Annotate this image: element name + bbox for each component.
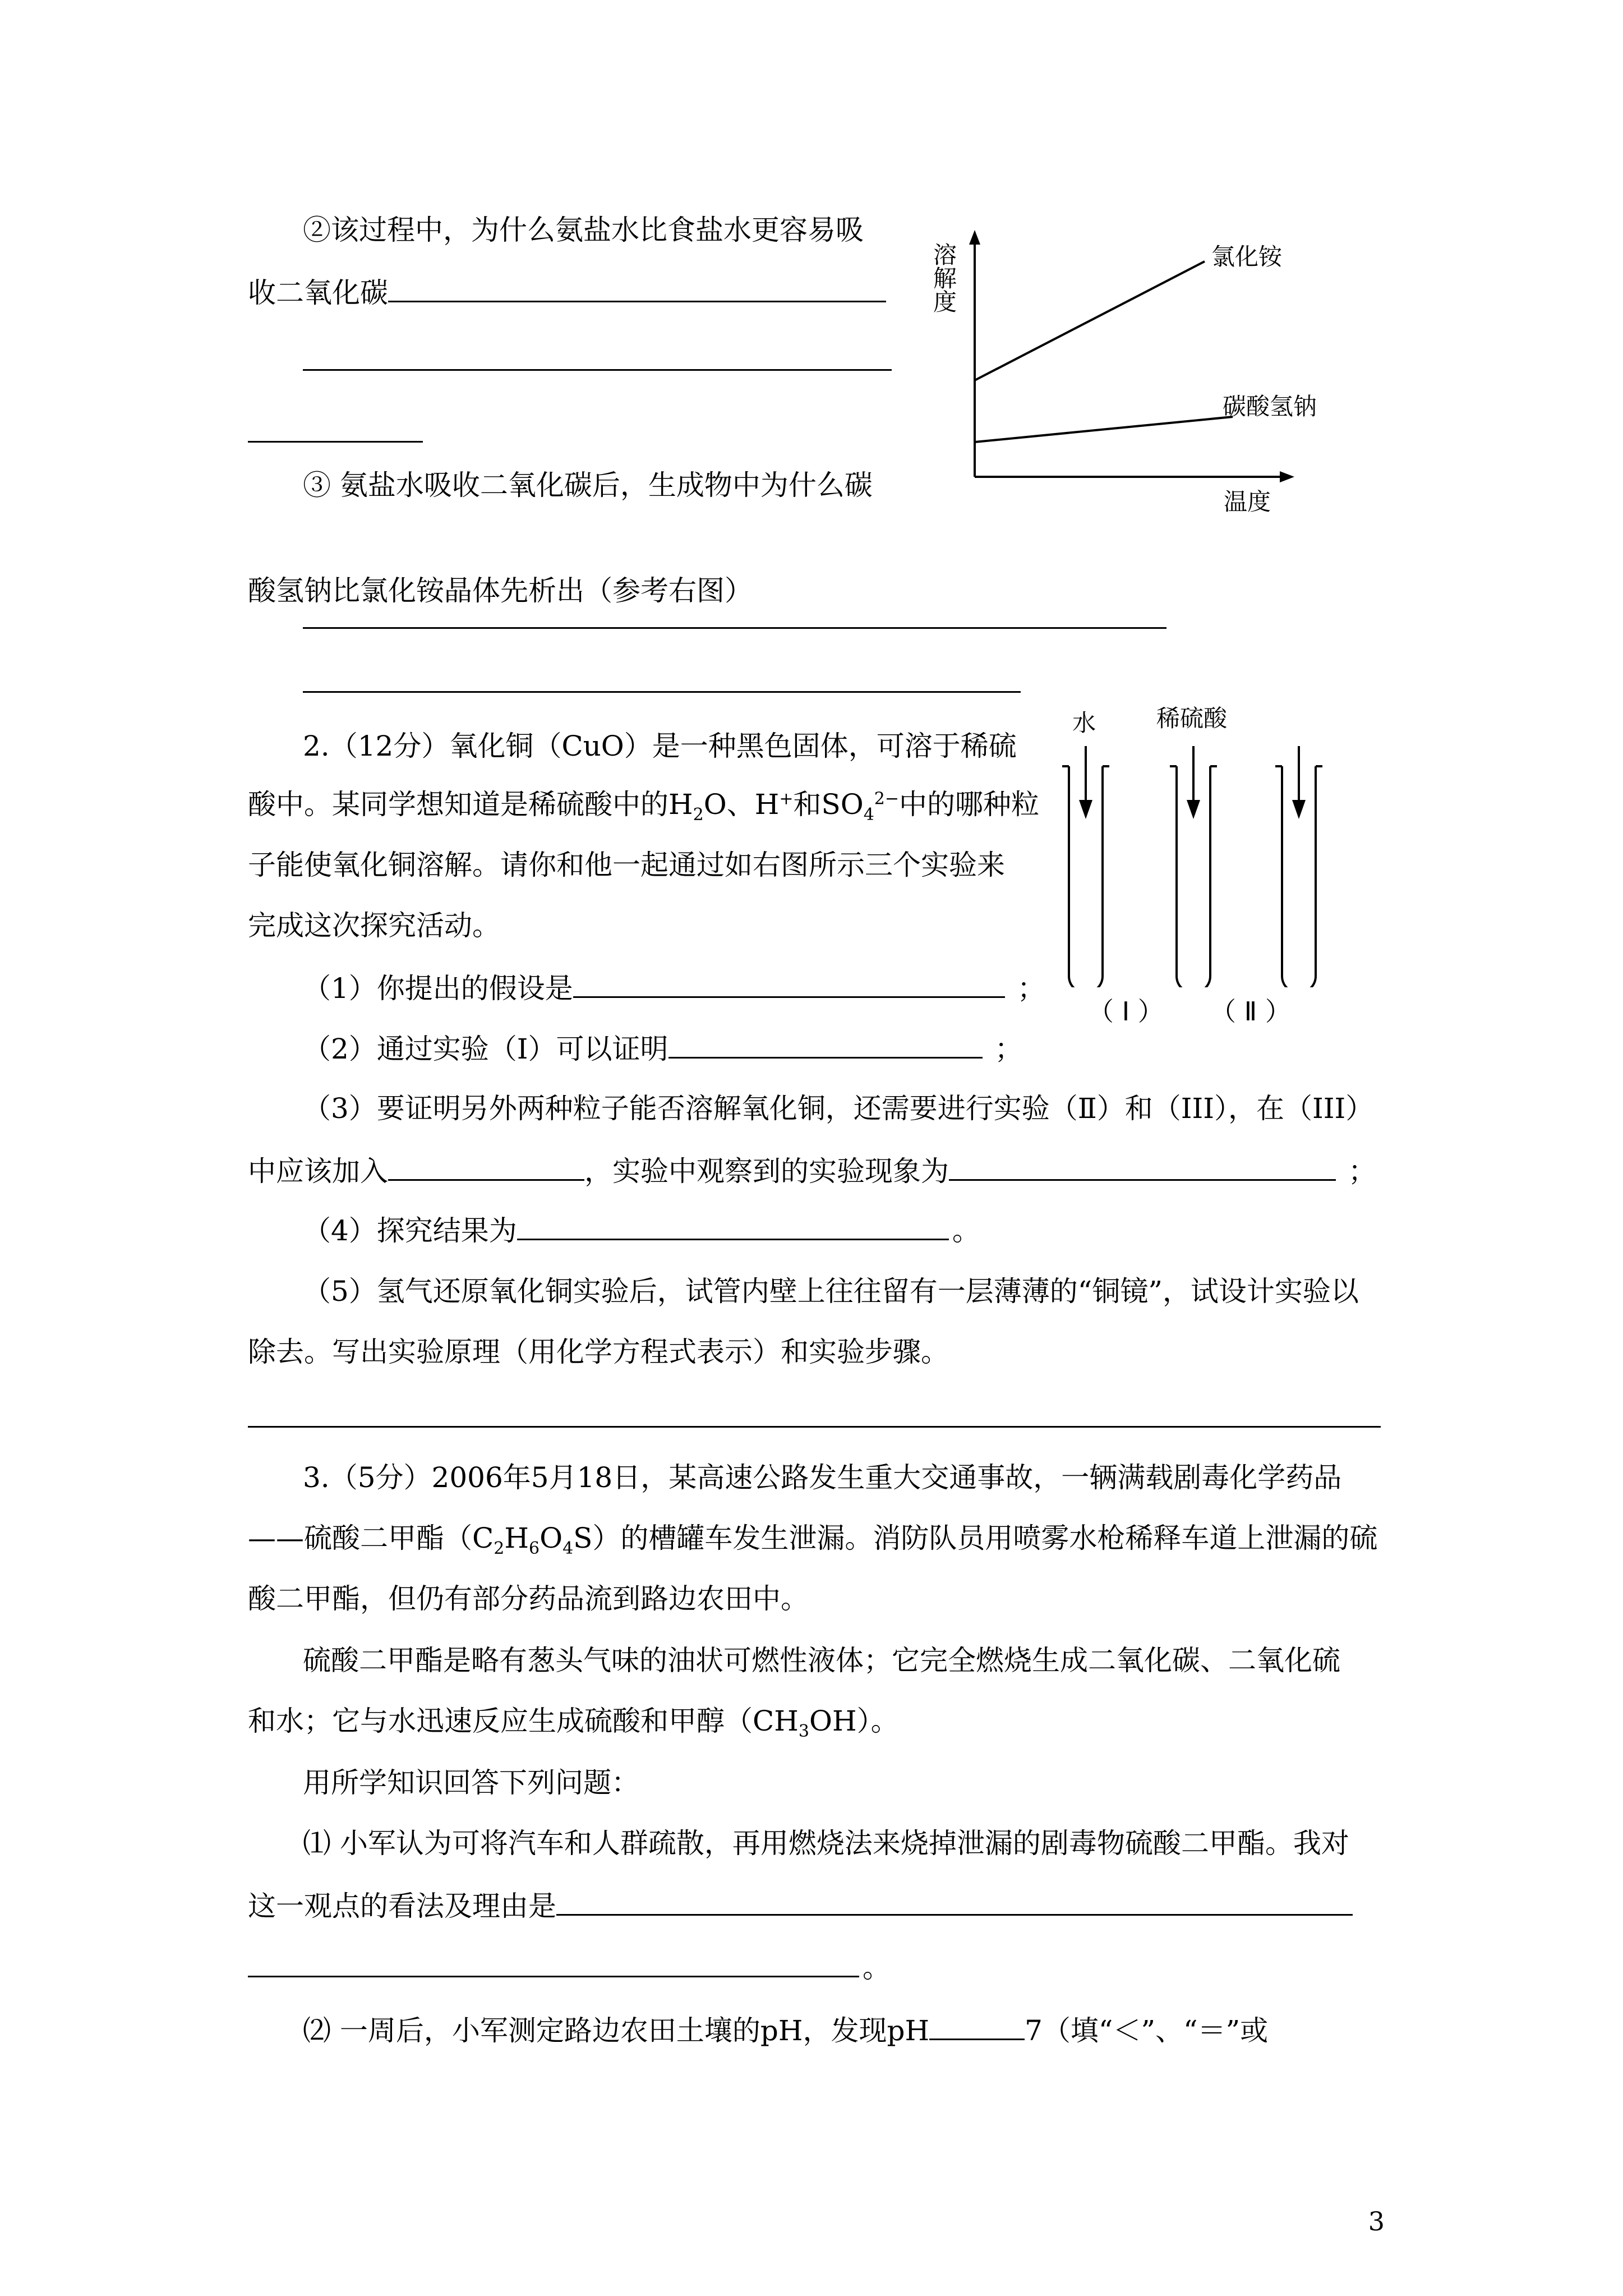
q3-sub1-end: 。	[863, 1952, 891, 1984]
curve-label-sodium-bicarbonate: 碳酸氢钠	[1223, 393, 1317, 420]
q3-sub1-text: 这一观点的看法及理由是	[248, 1890, 556, 1922]
q3-line2-part: S）的槽罐车发生泄漏。消防队员用喷雾水枪稀释车道上泄漏的硫	[573, 1522, 1378, 1554]
q2-line2-part: 中的哪种粒	[899, 788, 1040, 821]
q3-para2-line1: 硫酸二甲酯是略有葱头气味的油状可燃性液体；它完全燃烧生成二氧化碳、二氧化硫	[303, 1644, 1340, 1677]
answer-blank[interactable]	[388, 275, 886, 302]
y-axis-label-char: 溶	[933, 241, 957, 269]
q3-sub2	[303, 2013, 1268, 2047]
q2-sub2	[303, 1031, 1023, 1066]
q2-line2	[248, 788, 1040, 825]
q2-sub4	[303, 1213, 980, 1248]
test-tubes-figure	[1054, 729, 1346, 987]
subscript: 2	[693, 805, 704, 825]
q2-line2-part: O、H	[703, 788, 780, 821]
q1-sub3-line2: 酸氢钠比氯化铵晶体先析出（参考右图）	[248, 574, 753, 607]
answer-line[interactable]	[303, 369, 892, 371]
q2-sub2-text: （2）通过实验（Ⅰ）可以证明	[303, 1033, 668, 1065]
q2-sub5-line1: （5）氢气还原氧化铜实验后，试管内壁上往往留有一层薄薄的“铜镜”，试设计实验以	[303, 1275, 1359, 1308]
superscript: +	[779, 789, 794, 809]
q2-line2-part: 和SO	[793, 788, 864, 821]
answer-blank[interactable]	[248, 1950, 859, 1977]
answer-blank[interactable]	[556, 1888, 1353, 1916]
curve-label-ammonium-chloride: 氯化铵	[1211, 243, 1283, 270]
q1-sub2-line2-text: 收二氧化碳	[248, 277, 388, 309]
answer-line[interactable]	[248, 1426, 1381, 1428]
q2-sub4-end: 。	[952, 1214, 980, 1247]
y-axis-arrow	[969, 230, 980, 245]
answer-blank[interactable]	[668, 1031, 983, 1059]
solubility-figure	[931, 230, 1295, 522]
tube-label-1: （ Ⅰ ）	[1088, 996, 1164, 1027]
q2-sub3-line2	[248, 1153, 1376, 1188]
x-axis-arrow	[1280, 471, 1294, 482]
x-axis-label: 温度	[1224, 488, 1271, 516]
answer-blank[interactable]	[517, 1213, 949, 1240]
y-axis-label-char: 度	[933, 288, 957, 316]
q2-sub1-text: （1）你提出的假设是	[303, 972, 573, 1005]
q3-sub2-text: ⑵ 一周后，小军测定路边农田土壤的pH，发现pH	[303, 2014, 930, 2047]
q1-sub3-line1: ③ 氨盐水吸收二氧化碳后，生成物中为什么碳	[303, 469, 873, 501]
q2-line2-part: 酸中。某同学想知道是稀硫酸中的H	[248, 788, 693, 821]
q3-line2-part: H	[504, 1522, 529, 1554]
answer-line[interactable]	[303, 627, 1166, 629]
q2-line1: 2.（12分）氧化铜（CuO）是一种黑色固体，可溶于稀硫	[303, 730, 1017, 762]
q3-line2-part: ——硫酸二甲酯（C	[248, 1522, 494, 1554]
answer-blank[interactable]	[949, 1153, 1336, 1181]
q2-sub3-line1: （3）要证明另外两种粒子能否溶解氧化铜，还需要进行实验（Ⅱ）和（III），在（III）	[303, 1092, 1374, 1125]
tube-label-water: 水	[1072, 709, 1096, 737]
answer-line[interactable]	[248, 441, 423, 443]
subscript: 3	[798, 1722, 809, 1741]
page-number: 3	[1368, 2206, 1385, 2237]
q3-para2-part: OH）。	[809, 1705, 899, 1737]
q2-sub3-end: ；	[1348, 1155, 1376, 1188]
superscript: 2−	[874, 789, 900, 809]
q3-para2-part: 和水；它与水迅速反应生成硫酸和甲醇（CH	[248, 1705, 799, 1737]
q2-line3: 子能使氧化铜溶解。请你和他一起通过如右图所示三个实验来	[248, 849, 1005, 881]
tube-label-dilute-sulfuric-acid: 稀硫酸	[1156, 705, 1228, 732]
q3-line3: 酸二甲酯，但仍有部分药品流到路边农田中。	[248, 1582, 809, 1615]
q1-sub2-line2	[248, 275, 886, 310]
sodium-bicarbonate-curve	[975, 417, 1233, 442]
answer-line[interactable]	[303, 691, 1021, 693]
q3-line2-part: O	[540, 1522, 563, 1554]
q2-sub2-end: ；	[994, 1033, 1023, 1065]
subscript: 2	[494, 1539, 505, 1558]
q2-sub1-end: ；	[1017, 972, 1045, 1005]
answer-blank[interactable]	[573, 970, 1005, 998]
q2-sub3-text: 中应该加入	[248, 1155, 388, 1188]
q2-sub4-text: （4）探究结果为	[303, 1214, 517, 1247]
q3-sub1-line3	[248, 1950, 891, 1985]
answer-blank[interactable]	[388, 1153, 584, 1181]
q2-sub3-text: ，实验中观察到的实验现象为	[584, 1155, 949, 1188]
subscript: 4	[863, 805, 874, 825]
q2-sub1	[303, 970, 1045, 1005]
q3-sub1-line1: ⑴ 小军认为可将汽车和人群疏散，再用燃烧法来烧掉泄漏的剧毒物硫酸二甲酯。我对	[303, 1827, 1349, 1860]
subscript: 4	[562, 1539, 574, 1558]
dropper-arrow-head	[1079, 800, 1092, 819]
answer-blank[interactable]	[929, 2013, 1025, 2040]
q3-sub1-line2	[248, 1888, 1353, 1923]
q2-line4: 完成这次探究活动。	[248, 909, 500, 942]
q3-line1: 3.（5分）2006年5月18日，某高速公路发生重大交通事故，一辆满载剧毒化学药品	[303, 1461, 1342, 1494]
dropper-arrow-head	[1187, 800, 1200, 819]
q3-para2-line2	[248, 1704, 899, 1741]
ammonium-chloride-curve	[975, 261, 1205, 380]
q3-para3: 用所学知识回答下列问题：	[303, 1766, 639, 1799]
q3-sub2-text: 7（填“＜”、“＝”或	[1025, 2014, 1269, 2047]
subscript: 6	[528, 1539, 540, 1558]
dropper-arrow-head	[1292, 800, 1306, 819]
q3-line2	[248, 1521, 1378, 1558]
q1-sub2-line1: ②该过程中，为什么氨盐水比食盐水更容易吸	[303, 214, 864, 246]
q2-sub5-line2: 除去。写出实验原理（用化学方程式表示）和实验步骤。	[248, 1336, 949, 1368]
tube-label-2: （ Ⅱ ）	[1210, 996, 1291, 1027]
y-axis-label-char: 解	[933, 265, 957, 292]
